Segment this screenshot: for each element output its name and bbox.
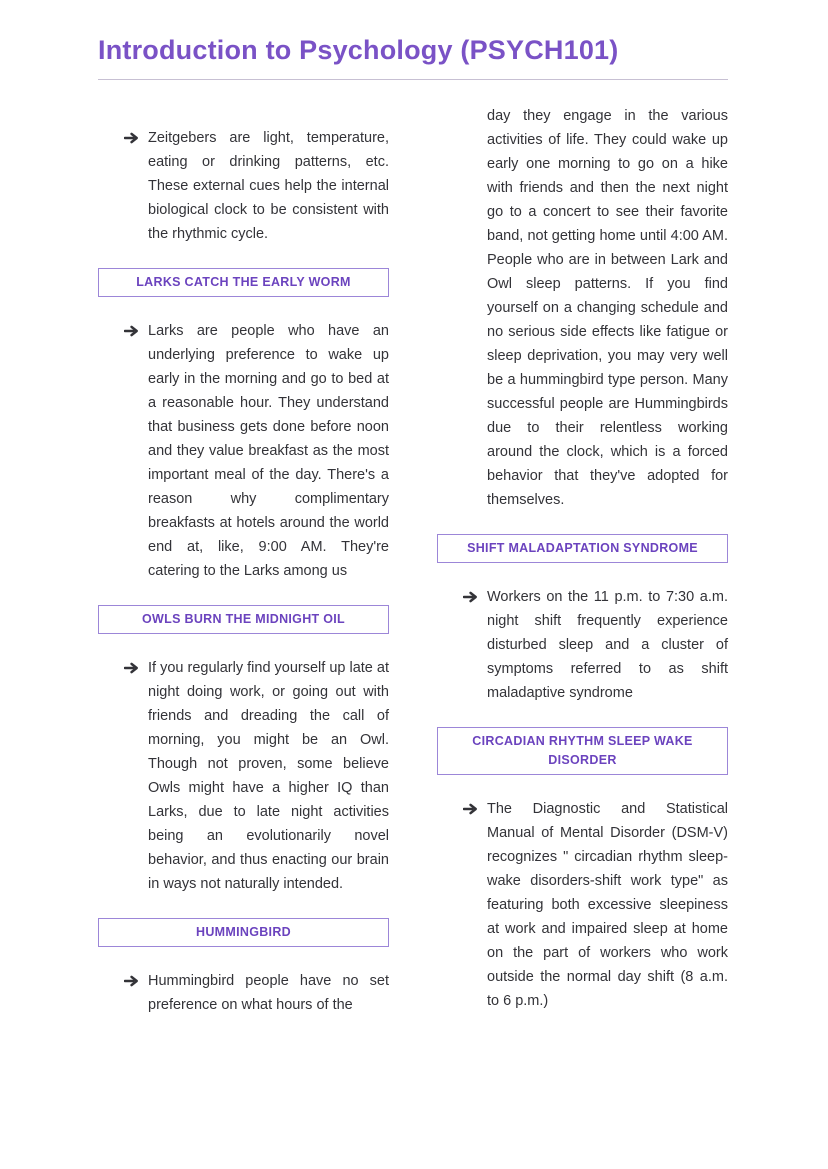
continuation-text: day they engage in the various activities of life. They could wake up early one morning to go on a hike with friends and then the next night go to a concert to see their favorite band, not getting home until 4:00 AM. People who are in between Lark and Owl sleep patterns. If you find yourself on a changing schedule and no serious side effects like fatigue or sleep deprivation, you may very well be a hummingbird type person. Many successful people are Hummingbirds due to their relentless working around the clock, which is a forced behavior that they've adopted for themselves.: [487, 107, 728, 508]
right-column: [437, 104, 728, 1039]
section-header: [98, 605, 389, 634]
arrow-right-icon: [124, 319, 148, 583]
arrow-right-icon: [463, 797, 487, 1013]
bullet-item: [98, 656, 389, 896]
section-header: [98, 268, 389, 297]
arrow-right-icon: [463, 585, 487, 705]
bullet-item: [98, 126, 389, 246]
section-header-label: SHIFT MALADAPTATION SYNDROME: [467, 540, 698, 555]
section-header-label: HUMMINGBIRD: [196, 924, 291, 939]
two-column-layout: [98, 104, 728, 1039]
section-header: [437, 534, 728, 563]
bullet-text: Zeitgebers are light, temperature, eating or drinking patterns, etc. These external cues help the internal biological clock to be consistent with the rhythmic cycle.: [148, 129, 389, 242]
section-header: [98, 918, 389, 947]
arrow-right-icon: [124, 969, 148, 1017]
bullet-text: The Diagnostic and Statistical Manual of Mental Disorder (DSM-V) recognizes " circadian rhythm sleep-wake disorders-shift work type" as featuring both excessive sleepiness at work and impaired sleep at home on the part of workers who work outside the normal day shift (8 a.m. to 6 p.m.): [487, 800, 728, 1009]
bullet-text: Workers on the 11 p.m. to 7:30 a.m. night shift frequently experience disturbed sleep and a cluster of symptoms referred to as shift maladaptive syndrome: [487, 588, 728, 701]
bullet-item: [437, 585, 728, 705]
bullet-item: [98, 969, 389, 1017]
left-column: [98, 104, 389, 1039]
section-header-label: LARKS CATCH THE EARLY WORM: [136, 274, 351, 289]
title-divider: [98, 79, 728, 80]
bullet-text: Hummingbird people have no set preference on what hours of the: [148, 972, 389, 1013]
bullet-text: Larks are people who have an underlying preference to wake up early in the morning and go to bed at a reasonable hour. They understand that business gets done before noon and they value breakfast as the most important meal of the day. There's a reason why complimentary breakfasts at hotels around the world end at, like, 9:00 AM. They're catering to the Larks among us: [148, 322, 389, 579]
section-header-label: CIRCADIAN RHYTHM SLEEP WAKE DISORDER: [472, 733, 693, 767]
section-header: [437, 727, 728, 775]
arrow-right-icon: [124, 126, 148, 246]
arrow-right-icon: [124, 656, 148, 896]
bullet-text: If you regularly find yourself up late at night doing work, or going out with friends and dreading the call of morning, you might be an Owl. Though not proven, some believe Owls might have a higher IQ than Larks, due to late night activities being an evolutionarily novel behavior, and thus enacting our brain in ways not naturally intended.: [148, 659, 389, 892]
bullet-item: [437, 797, 728, 1013]
page-title: Introduction to Psychology (PSYCH101): [98, 35, 619, 65]
bullet-item: [98, 319, 389, 583]
section-header-label: OWLS BURN THE MIDNIGHT OIL: [142, 611, 345, 626]
